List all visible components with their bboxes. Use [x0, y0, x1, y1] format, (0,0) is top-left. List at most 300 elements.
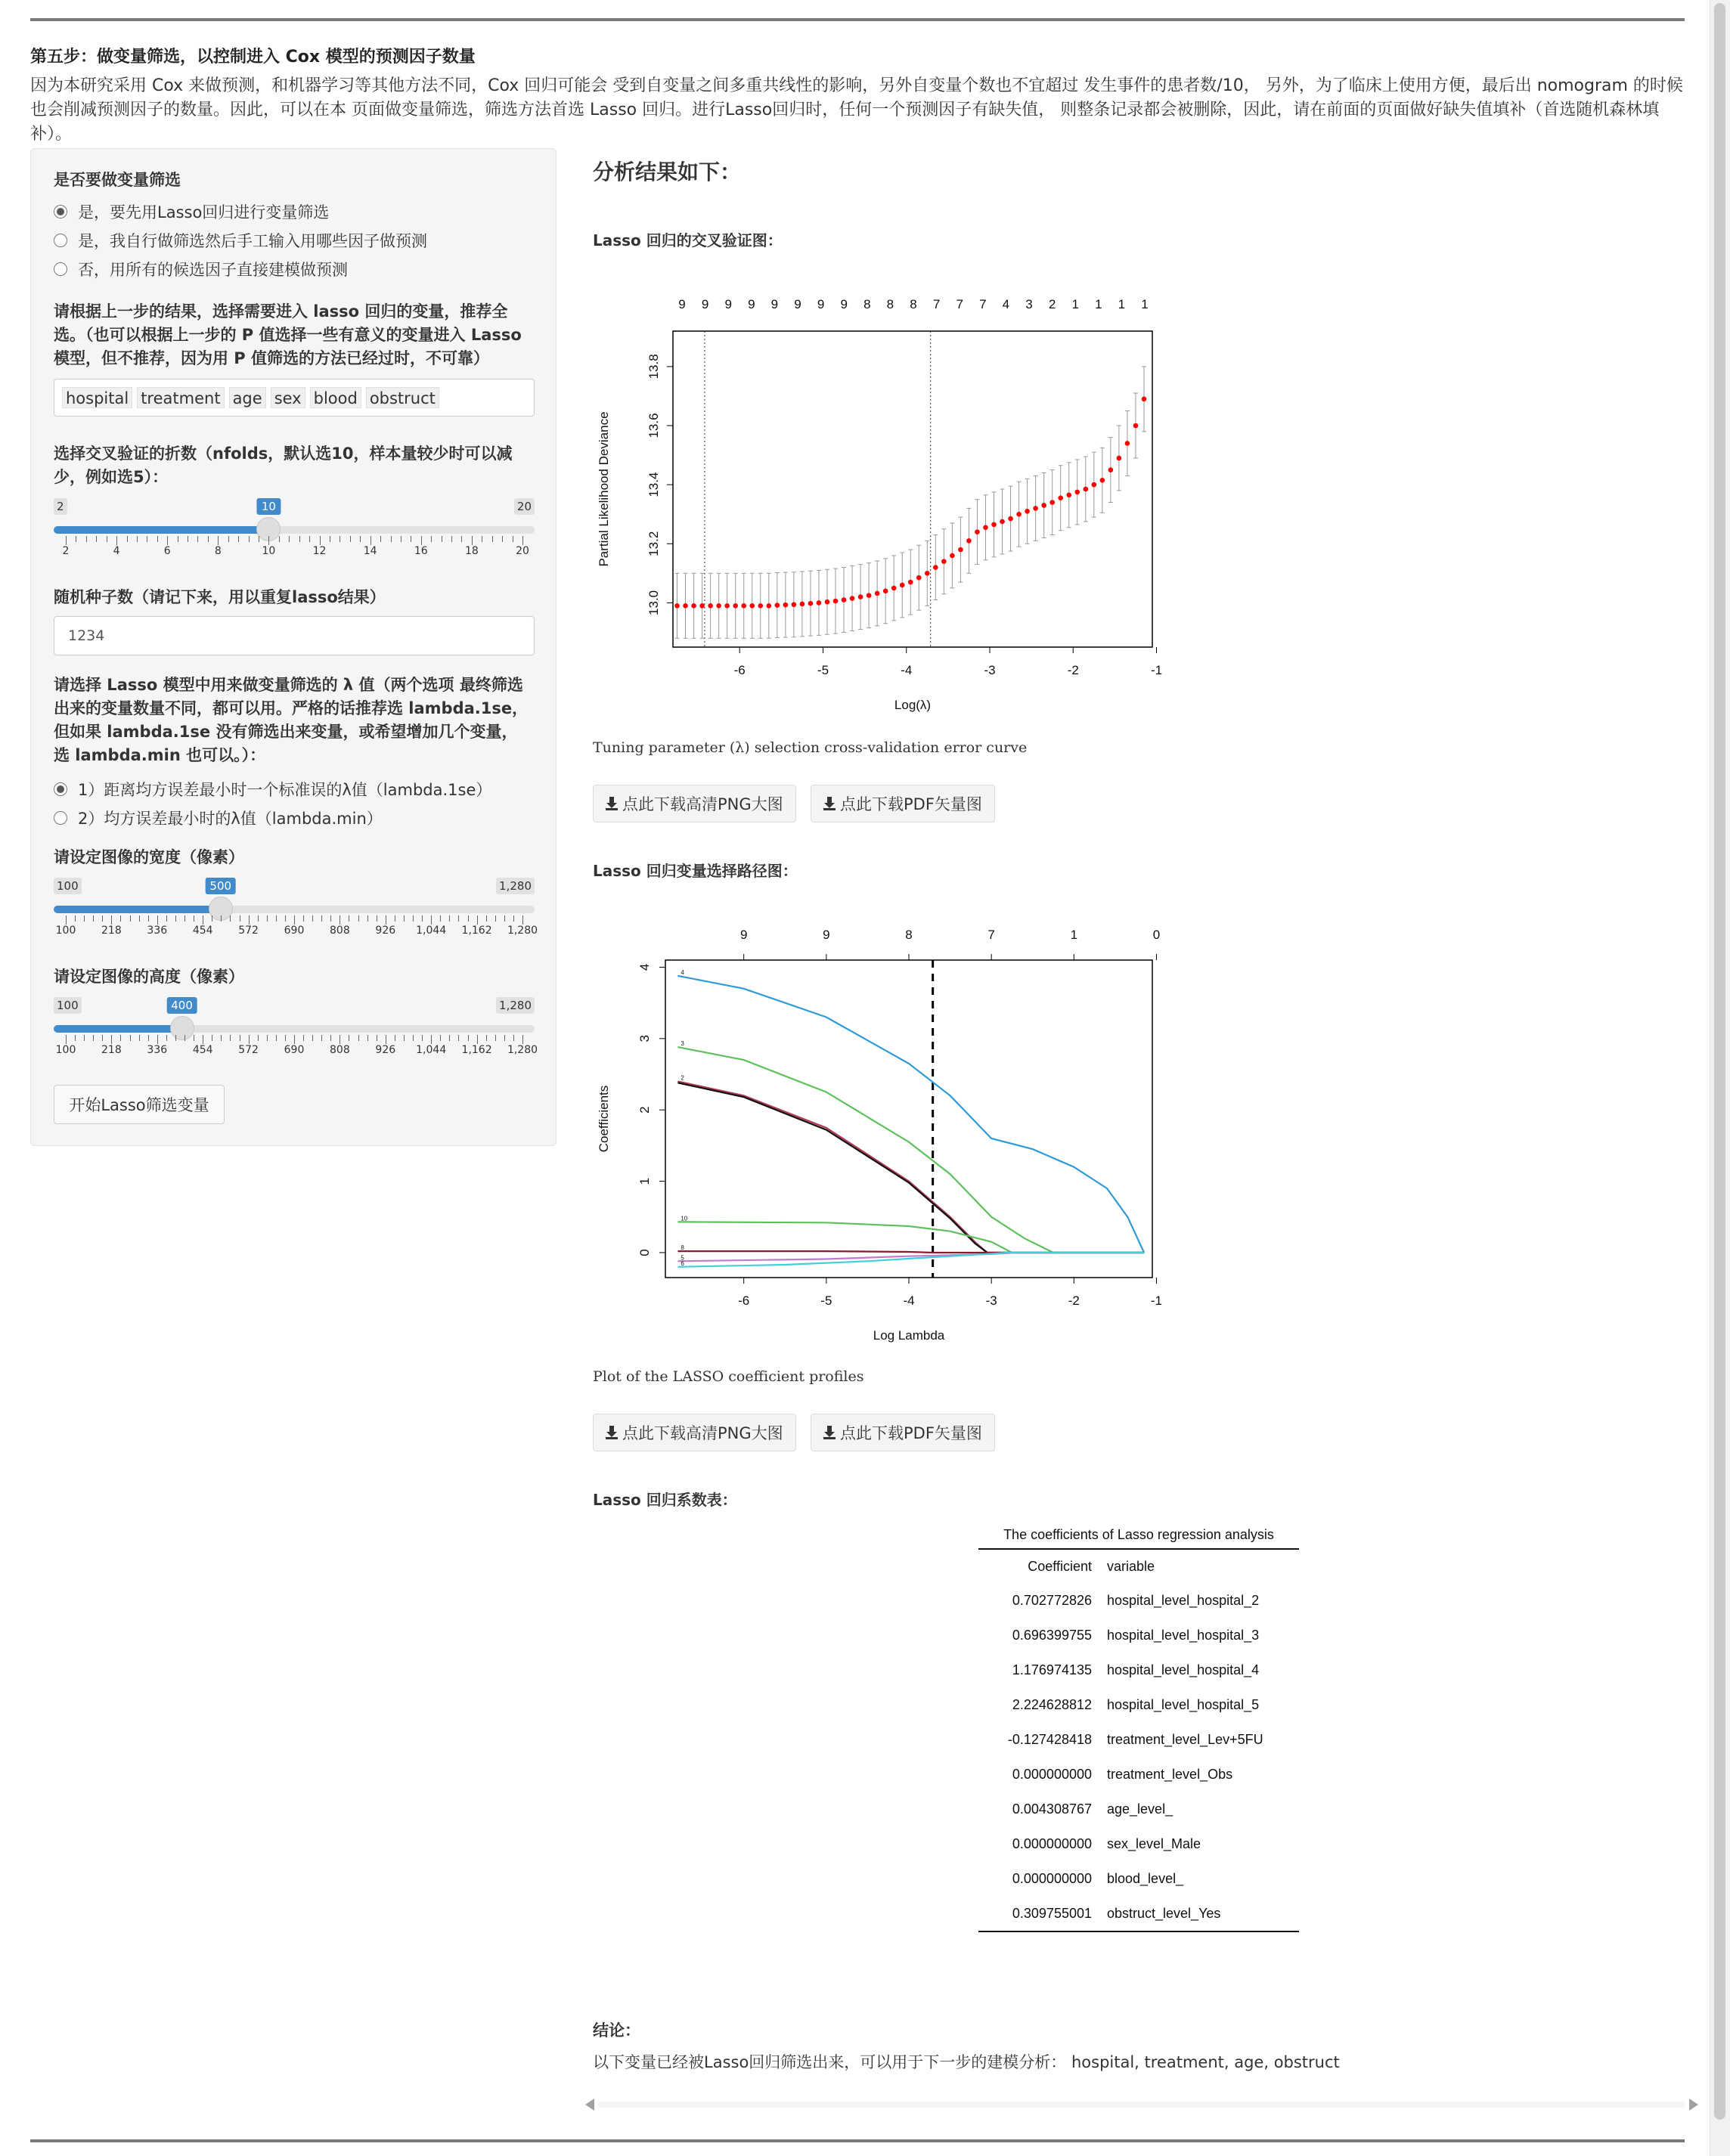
- slider-tick: [218, 536, 219, 545]
- slider-value-label: 400: [166, 997, 197, 1014]
- variable-tag[interactable]: hospital: [62, 387, 132, 408]
- slider-value-label: 10: [257, 498, 281, 515]
- slider-tick: [513, 915, 514, 922]
- height-slider[interactable]: [54, 997, 538, 1065]
- filter-option-manual[interactable]: [54, 229, 427, 252]
- slider-tick: [276, 915, 277, 922]
- slider-tick: [449, 915, 450, 922]
- cv-point: [1092, 482, 1097, 488]
- slider-tick: [166, 1035, 167, 1041]
- coefficient-cell: 0.000000000: [1012, 1766, 1092, 1782]
- slider-tick-label: 926: [375, 925, 396, 937]
- download-pdf-label: 点此下载PDF矢量图: [840, 795, 982, 813]
- slider-tick-label: 14: [363, 545, 377, 557]
- slider-tick-label: 12: [312, 545, 327, 557]
- slider-tick-label: 100: [55, 1044, 76, 1056]
- nfolds-slider[interactable]: [54, 498, 535, 566]
- cv-point: [767, 603, 772, 609]
- seed-input[interactable]: 1234: [54, 616, 535, 655]
- cv-point: [983, 525, 988, 530]
- variable-tag[interactable]: sex: [271, 387, 305, 408]
- radio-icon[interactable]: [54, 234, 67, 247]
- slider-tick: [477, 915, 478, 925]
- filter-option-none[interactable]: [54, 258, 348, 280]
- slider-tick: [339, 1035, 340, 1044]
- horizontal-scrollbar[interactable]: [582, 2096, 1701, 2114]
- cv-point: [1100, 478, 1105, 483]
- slider-tick: [422, 915, 423, 922]
- cv-point: [733, 603, 738, 609]
- coefficient-path-plot: [593, 915, 1167, 1353]
- slider-tick: [431, 915, 432, 925]
- slider-max-label: 1,280: [496, 997, 535, 1014]
- plot-frame: [673, 331, 1152, 647]
- cv-point: [850, 596, 855, 601]
- x-tick-label: -1: [1150, 1293, 1163, 1308]
- slider-tick-label: 1,162: [461, 925, 492, 937]
- slider-tick-label: 18: [464, 545, 479, 557]
- table-row: [978, 1861, 1299, 1896]
- slider-tick: [249, 1035, 250, 1044]
- cv-point: [716, 603, 721, 609]
- cv-point: [1049, 500, 1055, 505]
- variable-tag[interactable]: treatment: [137, 387, 224, 408]
- slider-tick: [404, 915, 405, 922]
- slider-ticks: [54, 536, 535, 547]
- vertical-scrollbar[interactable]: [1710, 0, 1730, 2156]
- cv-point: [891, 586, 897, 591]
- slider-tick: [289, 536, 290, 542]
- conclusion-text: 以下变量已经被Lasso回归筛选出来，可以用于下一步的建模分析： hospital, treatment, age, obstruct: [593, 2053, 1340, 2071]
- cv-point: [1033, 506, 1038, 511]
- coefficient-table: [978, 1521, 1299, 1932]
- coefficient-cell: 0.696399755: [1012, 1627, 1092, 1643]
- cv-point: [975, 529, 980, 534]
- result-title: 分析结果如下：: [593, 160, 742, 184]
- coefficient-cell: 2.224628812: [1012, 1696, 1092, 1712]
- cv-point: [749, 603, 755, 609]
- x-tick-label: -3: [985, 1293, 997, 1308]
- slider-tick: [299, 536, 300, 542]
- width-slider[interactable]: [54, 878, 538, 946]
- download-pdf-button[interactable]: [811, 1414, 995, 1451]
- slider-tick: [321, 915, 322, 922]
- variable-cell: hospital_level_hospital_5: [1107, 1696, 1260, 1712]
- slider-tick: [221, 1035, 222, 1041]
- cv-point: [1083, 487, 1088, 492]
- x-tick-label: -1: [1150, 663, 1163, 677]
- slider-tick: [451, 536, 452, 542]
- slider-tick: [111, 1035, 112, 1044]
- table-caption: The coefficients of Lasso regression analysis: [1003, 1527, 1274, 1542]
- cv-point: [916, 575, 922, 581]
- cv-point: [858, 594, 863, 599]
- slider-tick: [84, 915, 85, 922]
- slider-tick-label: 808: [330, 1044, 350, 1056]
- top-count-label: 1: [1071, 297, 1079, 311]
- slider-tick: [66, 536, 67, 545]
- x-tick-label: -5: [817, 663, 829, 677]
- coefficient-path: [677, 976, 1144, 1253]
- slider-tick: [279, 536, 280, 542]
- slider-tick-label: 572: [238, 1044, 259, 1056]
- cv-point: [950, 553, 955, 559]
- y-tick-label: 3: [637, 1035, 652, 1042]
- cv-point: [925, 571, 930, 576]
- slider-tick: [184, 1035, 185, 1041]
- slider-tick: [166, 915, 167, 922]
- download-png-button[interactable]: [593, 785, 796, 822]
- cv-point: [1008, 516, 1013, 522]
- path-start-label: 5: [681, 1254, 684, 1262]
- slider-tick: [360, 536, 361, 542]
- top-count-label: 8: [886, 297, 894, 311]
- slider-tick-label: 4: [113, 545, 120, 557]
- slider-tick: [513, 1035, 514, 1041]
- slider-tick: [84, 1035, 85, 1041]
- top-count-label: 9: [770, 297, 779, 311]
- table-row: [978, 1653, 1299, 1687]
- slider-tick-label: 572: [238, 925, 259, 937]
- scrollbar-thumb[interactable]: [1714, 3, 1725, 2120]
- lambda-option-label: 2）均方误差最小时的λ值（lambda.min）: [78, 810, 383, 828]
- coefficient-path: [677, 1222, 1144, 1253]
- cv-point: [1117, 456, 1122, 461]
- top-count-label: 9: [678, 297, 686, 311]
- slider-tick: [175, 1035, 176, 1041]
- slider-tick: [267, 1035, 268, 1041]
- slider-tick-label: 2: [62, 545, 70, 557]
- slider-tick: [285, 915, 286, 922]
- table-row: [978, 1722, 1299, 1757]
- slider-tick-label: 926: [375, 1044, 396, 1056]
- table-header-row: [978, 1550, 1299, 1583]
- top-count-label: 9: [823, 928, 830, 942]
- cv-point: [1108, 467, 1114, 472]
- slider-tick: [320, 536, 321, 545]
- variable-cell: blood_level_: [1107, 1870, 1184, 1886]
- download-icon: [606, 1426, 618, 1439]
- slider-tick: [312, 1035, 313, 1041]
- x-tick-label: -5: [820, 1293, 832, 1308]
- download-png-label: 点此下载高清PNG大图: [622, 795, 783, 813]
- x-tick-label: -3: [984, 663, 996, 677]
- slider-fill: [54, 1025, 182, 1033]
- slider-tick-label: 690: [284, 925, 305, 937]
- slider-tick: [111, 915, 112, 925]
- y-tick-label: 0: [637, 1249, 652, 1256]
- slider-tick-label: 690: [284, 1044, 305, 1056]
- path-start-label: 4: [681, 968, 684, 976]
- run-lasso-button[interactable]: 开始Lasso筛选变量: [54, 1085, 225, 1124]
- cv-point: [825, 599, 830, 605]
- slider-tick: [380, 536, 381, 542]
- download-icon: [823, 1426, 836, 1439]
- slider-tick-label: 808: [330, 925, 350, 937]
- table-bottom-rule: [978, 1931, 1299, 1932]
- slider-tick: [258, 1035, 259, 1041]
- cv-point: [741, 603, 746, 609]
- variable-cell: hospital_level_hospital_4: [1107, 1662, 1260, 1677]
- sidebar-panel: [30, 148, 557, 1146]
- slider-tick-label: 6: [163, 545, 171, 557]
- cv-point: [792, 602, 797, 607]
- scroll-track[interactable]: [599, 2102, 1685, 2108]
- slider-value-label: 500: [205, 878, 236, 894]
- variable-tag[interactable]: age: [229, 387, 266, 408]
- step-title: 第五步：做变量筛选，以控制进入 Cox 模型的预测因子数量: [30, 48, 476, 67]
- filter-option-label: 否，用所有的候选因子直接建模做预测: [78, 261, 348, 279]
- top-rule: [30, 18, 1685, 21]
- y-tick-label: 13.0: [646, 590, 661, 615]
- table-row: [978, 1687, 1299, 1722]
- slider-tick: [208, 536, 209, 542]
- slider-tick: [102, 915, 103, 922]
- slider-tick: [294, 915, 295, 925]
- coefficient-cell: 0.000000000: [1012, 1870, 1092, 1886]
- slider-tick: [422, 1035, 423, 1041]
- slider-tick: [495, 915, 496, 922]
- lambda-option-min[interactable]: [54, 807, 383, 829]
- slider-tick: [116, 536, 117, 545]
- slider-tick: [440, 915, 441, 922]
- slider-tick: [120, 1035, 121, 1041]
- slider-tick: [431, 1035, 432, 1044]
- slider-tick: [285, 1035, 286, 1041]
- top-count-label: 1: [1141, 297, 1149, 311]
- slider-tick: [137, 536, 138, 542]
- cv-point: [875, 591, 880, 596]
- cv-point: [1074, 490, 1080, 495]
- cv-point: [1000, 519, 1005, 525]
- variable-cell: hospital_level_hospital_2: [1107, 1592, 1260, 1608]
- vars-question-label: 请根据上一步的结果，选择需要进入 lasso 回归的变量，推荐全选。（也可以根据上一步的 P 值选择一些有意义的变量进入 Lasso 模型，但不推荐，因为用 P 值筛选的方法已经过时，不可靠）: [54, 302, 522, 367]
- slider-tick: [86, 536, 87, 542]
- slider-tick: [492, 536, 493, 542]
- x-tick-label: -6: [733, 663, 746, 677]
- slider-tick: [495, 1035, 496, 1041]
- cv-point: [783, 603, 789, 608]
- slider-tick: [267, 915, 268, 922]
- radio-icon[interactable]: [54, 811, 67, 825]
- slider-tick: [458, 1035, 459, 1041]
- slider-tick-label: 1,044: [416, 1044, 447, 1056]
- slider-tick: [472, 536, 473, 545]
- cv-point: [1133, 423, 1139, 429]
- slider-tick: [522, 1035, 523, 1044]
- slider-max-label: 1,280: [496, 878, 535, 894]
- radio-selected-icon[interactable]: [54, 205, 67, 218]
- top-count-label: 7: [956, 297, 963, 311]
- slider-tick: [339, 915, 340, 925]
- slider-tick: [350, 536, 351, 542]
- top-count-label: 7: [987, 928, 995, 942]
- cv-point: [775, 603, 780, 608]
- slider-tick: [184, 915, 185, 922]
- slider-tick: [461, 536, 462, 542]
- slider-tick: [120, 915, 121, 922]
- slider-tick: [504, 1035, 505, 1041]
- download-pdf-label: 点此下载PDF矢量图: [840, 1424, 982, 1442]
- radio-selected-icon[interactable]: [54, 782, 67, 796]
- y-tick-label: 13.6: [646, 413, 661, 438]
- top-count-label: 9: [724, 297, 732, 311]
- slider-tick: [468, 915, 469, 922]
- slider-tick-label: 1,162: [461, 1044, 492, 1056]
- slider-tick-label: 454: [192, 1044, 213, 1056]
- slider-tick: [139, 1035, 140, 1041]
- slider-tick: [358, 915, 359, 922]
- top-count-label: 9: [739, 928, 748, 942]
- top-count-label: 7: [932, 297, 941, 311]
- slider-fill: [54, 906, 221, 913]
- coefficient-path: [677, 1253, 1144, 1261]
- cv-point: [674, 603, 680, 609]
- cv-point: [1142, 397, 1147, 402]
- path-start-label: 6: [681, 1259, 684, 1267]
- lambda-question-label: 请选择 Lasso 模型中用来做变量筛选的 λ 值（两个选项 最终筛选出来的变量数量不同，都可以用。严格的话推荐选 lambda.1se，但如果 lambda.1se 没有筛选出来变量，或希望增加几个变量， 选 lambda.min 也可以。）：: [54, 676, 529, 764]
- lambda-option-1se[interactable]: [54, 778, 491, 801]
- slider-tick: [358, 1035, 359, 1041]
- scroll-right-icon[interactable]: [1689, 2099, 1698, 2111]
- y-tick-label: 13.2: [646, 531, 661, 556]
- slider-tick: [75, 1035, 76, 1041]
- slider-tick-label: 218: [101, 1044, 122, 1056]
- cv-plot-label: Lasso 回归的交叉验证图：: [593, 231, 783, 249]
- top-count-label: 4: [1002, 297, 1010, 311]
- download-png-label: 点此下载高清PNG大图: [622, 1424, 783, 1442]
- header-variable: variable: [1107, 1558, 1155, 1574]
- path-plot-label: Lasso 回归变量选择路径图：: [593, 862, 798, 880]
- slider-tick: [249, 536, 250, 542]
- variable-select-input[interactable]: [54, 379, 535, 417]
- slider-tick: [276, 1035, 277, 1041]
- slider-tick: [330, 915, 331, 922]
- table-row: [978, 1896, 1299, 1931]
- filter-option-lasso[interactable]: [54, 200, 329, 223]
- top-count-label: 9: [817, 297, 825, 311]
- slider-tick: [330, 1035, 331, 1041]
- slider-tick: [221, 915, 222, 922]
- slider-tick: [486, 1035, 487, 1041]
- slider-tick: [431, 536, 432, 542]
- table-row: [978, 1792, 1299, 1826]
- slider-min-label: 100: [54, 997, 82, 1014]
- slider-tick-label: 8: [214, 545, 222, 557]
- table-row: [978, 1826, 1299, 1861]
- slider-tick: [157, 536, 158, 542]
- coefficient-cell: 0.702772826: [1012, 1592, 1092, 1608]
- slider-tick: [413, 915, 414, 922]
- cv-point: [691, 603, 696, 609]
- coef-table-label: Lasso 回归系数表：: [593, 1491, 737, 1509]
- coefficient-cell: 0.309755001: [1012, 1905, 1092, 1921]
- slider-tick: [404, 1035, 405, 1041]
- slider-tick: [258, 915, 259, 922]
- y-axis-label: Partial Likelihood Deviance: [597, 411, 611, 567]
- cv-point: [933, 565, 938, 570]
- download-png-button[interactable]: [593, 1414, 796, 1451]
- slider-tick: [157, 915, 158, 925]
- slider-tick: [303, 1035, 304, 1041]
- filter-question-label: 是否要做变量筛选: [54, 171, 181, 189]
- table-row: [978, 1583, 1299, 1618]
- slider-tick-label: 336: [147, 925, 168, 937]
- slider-tick: [148, 1035, 149, 1041]
- cv-point: [833, 599, 839, 604]
- slider-tick: [294, 1035, 295, 1044]
- cv-plot: [593, 284, 1167, 723]
- table-row: [978, 1757, 1299, 1792]
- path-start-label: 8: [681, 1244, 684, 1252]
- slider-tick: [130, 915, 131, 922]
- slider-tick: [268, 536, 269, 545]
- conclusion-title: 结论：: [593, 2021, 640, 2040]
- slider-tick: [504, 915, 505, 922]
- slider-tick: [197, 536, 198, 542]
- slider-min-label: 2: [54, 498, 67, 515]
- radio-icon[interactable]: [54, 262, 67, 276]
- slider-tick: [522, 915, 523, 925]
- cv-point: [708, 603, 713, 609]
- top-count-label: 1: [1118, 297, 1126, 311]
- slider-tick: [477, 1035, 478, 1044]
- cv-point: [817, 600, 822, 606]
- slider-tick: [312, 915, 313, 922]
- variable-cell: sex_level_Male: [1107, 1835, 1201, 1851]
- slider-tick-label: 100: [55, 925, 76, 937]
- lambda-option-label: 1）距离均方误差最小时一个标准误的λ值（lambda.1se）: [78, 781, 492, 799]
- top-count-label: 9: [794, 297, 801, 311]
- slider-tick-label: 20: [516, 545, 529, 557]
- slider-tick: [486, 915, 487, 922]
- cv-point: [724, 603, 730, 609]
- slider-tick: [96, 536, 97, 542]
- variable-tag[interactable]: blood: [310, 387, 361, 408]
- top-count-label: 2: [1048, 297, 1056, 311]
- download-icon: [823, 797, 836, 810]
- download-pdf-button[interactable]: [811, 785, 995, 822]
- top-count-label: 0: [1152, 928, 1161, 942]
- slider-tick: [370, 536, 371, 545]
- cv-point: [842, 597, 847, 603]
- slider-tick: [440, 1035, 441, 1041]
- x-tick-label: -2: [1067, 663, 1079, 677]
- cv-plot-caption: Tuning parameter (λ) selection cross-validation error curve: [593, 739, 1028, 756]
- variable-cell: treatment_level_Obs: [1107, 1766, 1233, 1782]
- variable-cell: hospital_level_hospital_3: [1107, 1627, 1260, 1643]
- coefficient-cell: -0.127428418: [1007, 1731, 1092, 1747]
- slider-tick: [157, 1035, 158, 1044]
- bottom-rule: [30, 2139, 1685, 2142]
- slider-tick-label: 10: [262, 545, 276, 557]
- x-tick-label: -4: [903, 1293, 915, 1308]
- cv-point: [1025, 509, 1030, 514]
- slider-tick: [321, 1035, 322, 1041]
- download-icon: [606, 797, 618, 810]
- cv-point: [683, 603, 688, 609]
- slider-tick: [93, 1035, 94, 1041]
- cv-point: [1125, 441, 1130, 446]
- coefficient-cell: 0.004308767: [1012, 1801, 1092, 1817]
- x-tick-label: -4: [901, 663, 913, 677]
- slider-tick: [303, 915, 304, 922]
- scroll-left-icon[interactable]: [585, 2099, 594, 2111]
- variable-tag[interactable]: obstruct: [366, 387, 439, 408]
- slider-tick: [421, 536, 422, 545]
- slider-tick-label: 454: [192, 925, 213, 937]
- slider-tick: [127, 536, 128, 542]
